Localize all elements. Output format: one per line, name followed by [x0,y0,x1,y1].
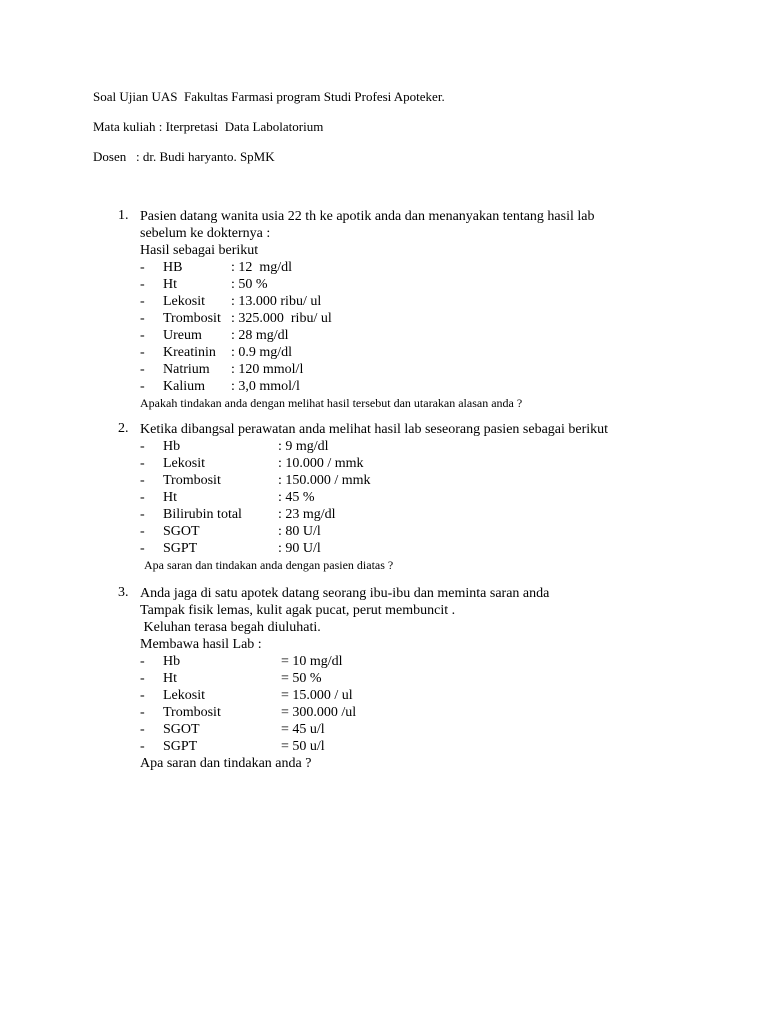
lab-result-item: - Hb = 10 mg/dl [140,654,343,669]
question-prompt: Apa saran dan tindakan anda ? [140,756,312,771]
lab-param-value: = 10 mg/dl [281,654,343,669]
question-prompt: Apa saran dan tindakan anda dengan pasien diatas ? [144,558,394,572]
lecturer-name: Dosen : dr. Budi haryanto. SpMK [93,149,275,164]
question-2 [118,421,738,573]
lab-param-name: Hb [163,439,181,454]
lab-param-value: = 50 % [281,671,322,686]
lab-param-name: Lekosit [163,294,205,309]
question-3 [118,585,738,772]
question-1 [118,208,738,411]
lab-param-name: Natrium [163,362,210,377]
lab-param-name: SGPT [163,541,198,556]
lab-param-value: : 13.000 ribu/ ul [231,294,322,309]
lab-param-name: Ht [163,277,177,292]
lab-param-value: : 325.000 ribu/ ul [231,311,332,326]
lab-param-value: = 50 u/l [281,739,325,754]
lab-param-value: : 0.9 mg/dl [231,345,293,360]
lab-param-value: : 28 mg/dl [231,328,289,343]
lab-param-name: Hb [163,654,181,669]
lab-param-name: Trombosit [163,473,221,488]
lab-param-name: HB [163,260,183,275]
lab-result-item: - Trombosit : 150.000 / mmk [140,473,371,488]
lab-param-value: : 9 mg/dl [278,439,329,454]
lab-param-value: : 10.000 / mmk [278,456,364,471]
lab-result-item: - Kalium : 3,0 mmol/l [140,379,300,394]
lab-result-item: - Trombosit : 325.000 ribu/ ul [140,311,332,326]
lab-result-item: - Ht : 50 % [140,277,268,292]
question-intro: Anda jaga di satu apotek datang seorang ibu-ibu dan meminta saran anda [140,586,550,601]
lab-param-value: = 15.000 / ul [281,688,353,703]
lab-param-name: Bilirubin total [163,507,242,522]
lab-param-name: Kreatinin [163,345,216,360]
lab-param-value: : 23 mg/dl [278,507,336,522]
question-intro: Ketika dibangsal perawatan anda melihat hasil lab seseorang pasien sebagai berikut [140,422,609,437]
lab-param-name: Ht [163,490,177,505]
lab-param-name: Trombosit [163,705,221,720]
question-intro: Pasien datang wanita usia 22 th ke apotik anda dan menanyakan tentang hasil lab [140,209,595,224]
lab-param-value: : 45 % [278,490,315,505]
lab-result-item: - SGOT = 45 u/l [140,722,325,737]
lab-results-list [118,653,738,755]
lab-param-value: : 150.000 / mmk [278,473,371,488]
exam-title: Soal Ujian UAS Fakultas Farmasi program Studi Profesi Apoteker. [93,89,445,104]
lab-param-value: = 300.000 /ul [281,705,357,720]
lab-result-item: - Lekosit = 15.000 / ul [140,688,353,703]
lab-result-item: - Lekosit : 13.000 ribu/ ul [140,294,322,309]
lab-result-item: - Ht = 50 % [140,671,322,686]
lab-param-value: : 50 % [231,277,268,292]
lab-param-name: SGOT [163,524,200,539]
lab-param-value: : 120 mmol/l [231,362,304,377]
lab-result-item: - Hb : 9 mg/dl [140,439,329,454]
lab-result-item: - Lekosit : 10.000 / mmk [140,456,364,471]
lab-param-name: SGOT [163,722,200,737]
lab-param-value: = 45 u/l [281,722,325,737]
lab-results-list [118,438,738,557]
lab-param-name: Trombosit [163,311,221,326]
lab-param-name: Lekosit [163,456,205,471]
lab-param-value: : 80 U/l [278,524,321,539]
lab-param-value: : 3,0 mmol/l [231,379,300,394]
lab-results-list [118,259,738,395]
lab-param-name: Ureum [163,328,202,343]
course-name: Mata kuliah : Iterpretasi Data Labolatorium [93,119,324,134]
question-intro: sebelum ke dokternya : [140,226,271,241]
lab-result-item: - Ht : 45 % [140,490,315,505]
lab-result-item: - SGPT = 50 u/l [140,739,325,754]
question-prompt: Apakah tindakan anda dengan melihat hasil tersebut dan utarakan alasan anda ? [140,396,523,410]
lab-param-name: Ht [163,671,177,686]
lab-param-name: SGPT [163,739,198,754]
question-number: 1. [118,208,129,223]
lab-result-item: - Kreatinin : 0.9 mg/dl [140,345,293,360]
question-intro: Tampak fisik lemas, kulit agak pucat, perut membuncit . [140,603,456,618]
lab-result-item: - SGPT : 90 U/l [140,541,321,556]
lab-param-value: : 90 U/l [278,541,321,556]
lab-result-item: - SGOT : 80 U/l [140,524,321,539]
lab-param-value: : 12 mg/dl [231,260,293,275]
lab-result-item: - Ureum : 28 mg/dl [140,328,289,343]
lab-result-item: - Trombosit = 300.000 /ul [140,705,357,720]
lab-param-name: Kalium [163,379,205,394]
lab-param-name: Lekosit [163,688,205,703]
question-number: 3. [118,585,129,600]
question-intro: Membawa hasil Lab : [140,637,262,652]
question-number: 2. [118,421,129,436]
question-intro: Keluhan terasa begah diuluhati. [140,620,321,635]
question-intro: Hasil sebagai berikut [140,243,259,258]
lab-result-item: - Bilirubin total : 23 mg/dl [140,507,336,522]
lab-result-item: - Natrium : 120 mmol/l [140,362,304,377]
lab-result-item: - HB : 12 mg/dl [140,260,293,275]
